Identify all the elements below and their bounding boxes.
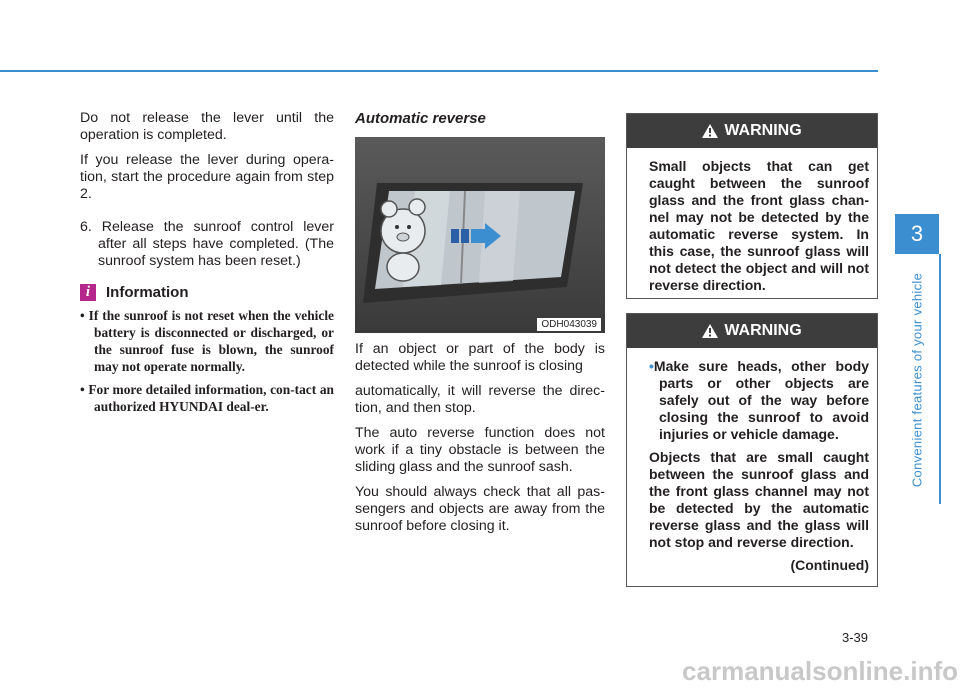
warning-triangle-icon	[702, 124, 718, 138]
warning-header	[627, 314, 877, 348]
warning-title: WARNING	[724, 122, 802, 139]
warning-text: Small objects that can get caught between the sunroof glass and the front glass chan-nel may not be detected by the automatic reverse system. In this case, the sunroof glass will not detect the object and will not reverse direction.	[649, 158, 869, 293]
chapter-title: Convenient features of your vehicle	[909, 272, 925, 488]
side-rule	[939, 254, 941, 504]
information-title: Information	[106, 284, 189, 301]
photo-caption: ODH043039	[537, 318, 601, 331]
paragraph-detected: If an object or part of the body is detected while the sunroof is closing	[355, 341, 605, 374]
sunroof-photo-icon	[355, 137, 605, 333]
paragraph-reverse: automatically, it will reverse the direc-tion, and then stop.	[355, 383, 605, 416]
chapter-tab: 3	[895, 214, 939, 254]
warning-item-text: Make sure heads, other body parts or other objects are safely out of the way before closing the sunroof to avoid injuries or vehicle damage.	[653, 358, 869, 442]
information-heading	[80, 284, 334, 301]
middle-column	[355, 110, 605, 543]
bullet: •	[649, 358, 654, 374]
teddy-bear-icon	[381, 199, 425, 281]
warning-item	[649, 358, 869, 443]
information-list	[80, 307, 334, 415]
page-number: 3-39	[842, 630, 869, 645]
paragraph-limitation: The auto reverse function does not work if a tiny obstacle is between the sliding glass and the sunroof sash.	[355, 425, 605, 475]
info-icon: i	[80, 284, 96, 301]
warning-header	[627, 114, 877, 148]
warning-box-2	[626, 313, 878, 587]
information-item: • If the sunroof is not reset when the vehicle battery is disconnected or discharged, or the sunroof fuse is blown, the sunroof may not operate normally.	[80, 308, 334, 374]
step-6: 6. Release the sunroof control lever after all steps have completed. (The sunroof system has been reset.)	[80, 219, 334, 269]
left-column	[80, 110, 334, 421]
warning-body	[627, 348, 877, 584]
paragraph-check: You should always check that all pas-sengers and objects are away from the sunroof before closing it.	[355, 484, 605, 534]
warning-box-1	[626, 113, 878, 299]
warning-triangle-icon	[702, 324, 718, 338]
footer-watermark: carmanualsonline.info	[682, 656, 958, 686]
information-item: • For more detailed information, con-tact an authorized HYUNDAI deal-er.	[80, 382, 334, 414]
sunroof-illustration	[355, 137, 605, 333]
section-title: Automatic reverse	[355, 110, 486, 127]
warning-item-2: Objects that are small caught between the sunroof glass and the front glass channel may not be detected by the automatic reverse glass and the glass will not stop and reverse direction.	[649, 449, 869, 550]
continued-label: (Continued)	[790, 557, 869, 573]
paragraph-lever: Do not release the lever until the operation is completed.	[80, 110, 334, 143]
paragraph-restart: If you release the lever during opera-tion, start the procedure again from step 2.	[80, 152, 334, 202]
top-rule	[0, 70, 878, 72]
warning-title: WARNING	[724, 322, 802, 339]
